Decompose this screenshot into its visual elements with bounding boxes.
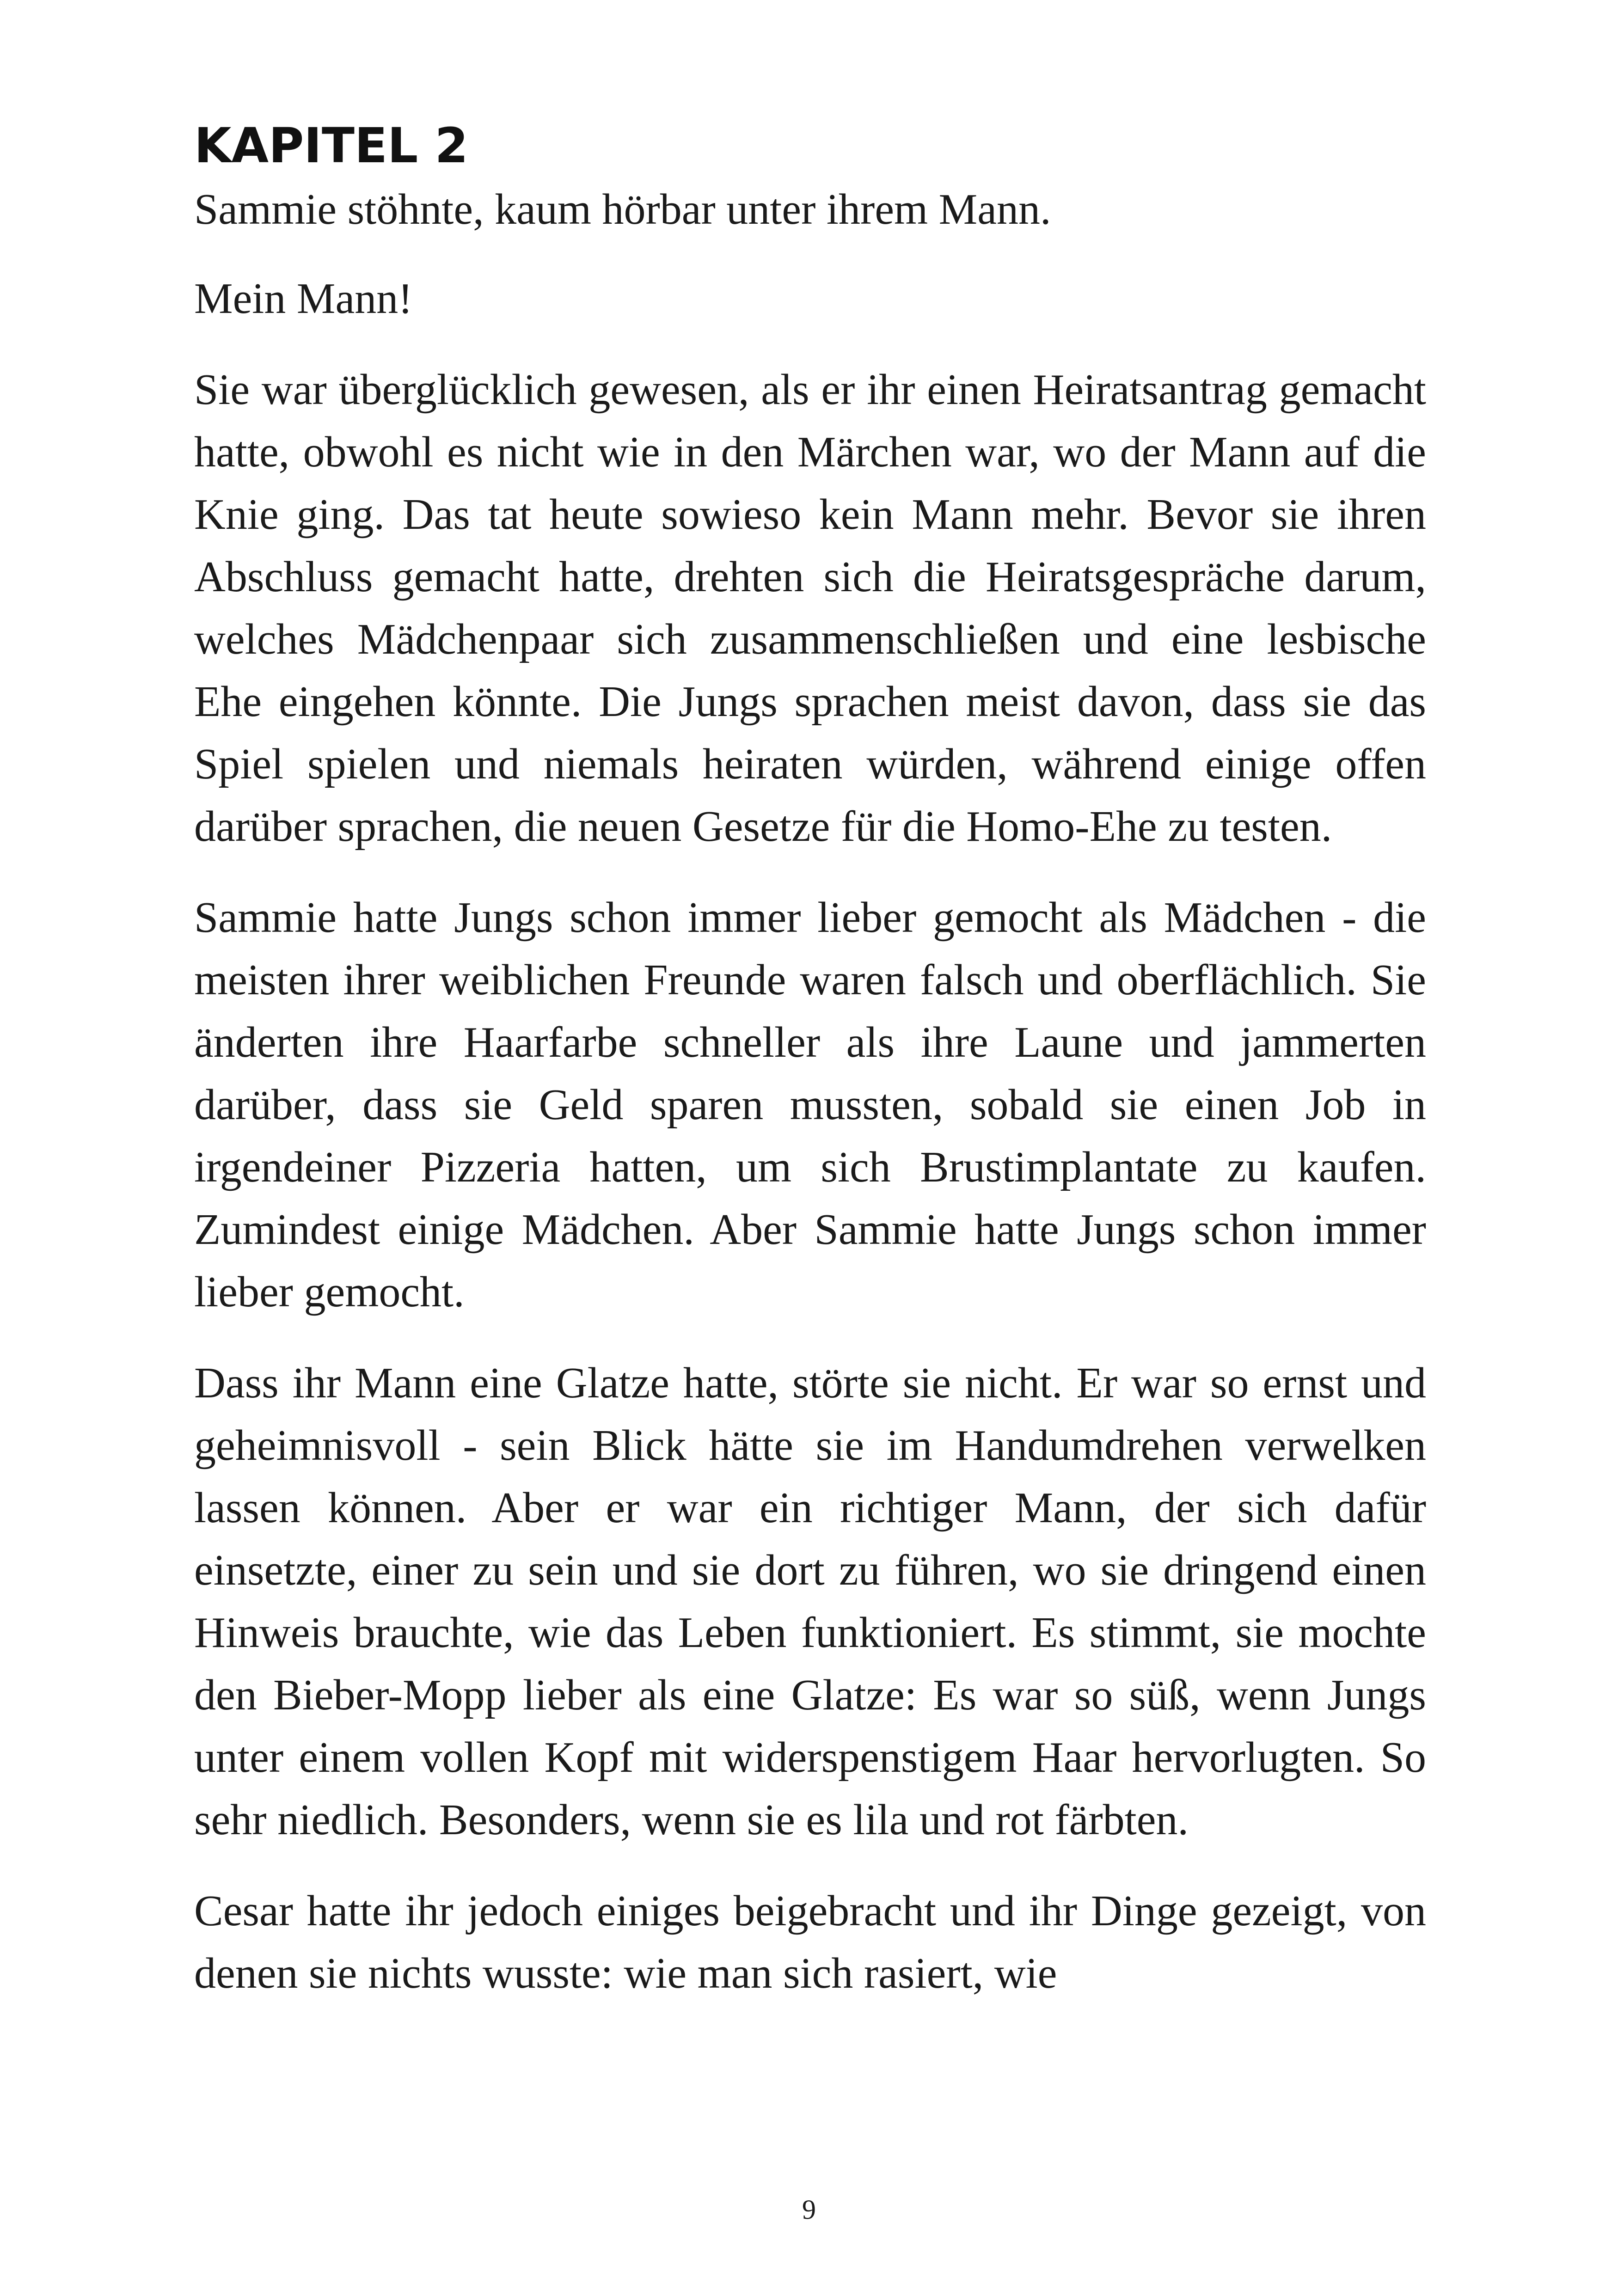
- paragraph-6: Cesar hatte ihr jedoch einiges beigebracht und ihr Dinge gezeigt, von denen sie nichts wusste: wie man sich rasiert, wie: [194, 1887, 1426, 1997]
- paragraph-3: Sie war überglücklich gewesen, als er ihr einen Heiratsantrag gemacht hatte, obwohl es nicht wie in den Märchen war, wo der Mann auf die Knie ging. Das tat heute sowieso kein Mann mehr. Bevor sie ihren Abschluss gemacht hatte, drehten sich die Heiratsgespräche darum, welches Mädchenpaar sich zusammenschließen und eine lesbische Ehe eingehen könnte. Die Jungs sprachen meist davon, dass sie das Spiel spielen und niemals heiraten würden, während einige offen darüber sprachen, die neuen Gesetze für die Homo-Ehe zu testen.: [194, 366, 1426, 851]
- page-content: [194, 116, 1426, 2033]
- paragraph-1: Sammie stöhnte, kaum hörbar unter ihrem Mann.: [194, 185, 1051, 233]
- paragraph-2: Mein Mann!: [194, 275, 413, 323]
- paragraph-4: Sammie hatte Jungs schon immer lieber gemocht als Mädchen - die meisten ihrer weiblichen Freunde waren falsch und oberflächlich. Sie änderten ihre Haarfarbe schneller als ihre Laune und jammerten darüber, dass sie Geld sparen mussten, sobald sie einen Job in irgendeiner Pizzeria hatten, um sich Brustimplantate zu kaufen. Zumindest einige Mädchen. Aber Sammie hatte Jungs schon immer lieber gemocht.: [194, 894, 1426, 1316]
- page-number: 9: [802, 2194, 816, 2225]
- chapter-title: KAPITEL 2: [194, 117, 468, 174]
- paragraph-5: Dass ihr Mann eine Glatze hatte, störte sie nicht. Er war so ernst und geheimnisvoll - sein Blick hätte sie im Handumdrehen verwelken lassen können. Aber er war ein richtiger Mann, der sich dafür einsetzte, einer zu sein und sie dort zu führen, wo sie dringend einen Hinweis brauchte, wie das Leben funktioniert. Es stimmt, sie mochte den Bieber-Mopp lieber als eine Glatze: Es war so süß, wenn Jungs unter einem vollen Kopf mit widerspenstigem Haar hervorlugten. So sehr niedlich. Besonders, wenn sie es lila und rot färbten.: [194, 1359, 1426, 1844]
